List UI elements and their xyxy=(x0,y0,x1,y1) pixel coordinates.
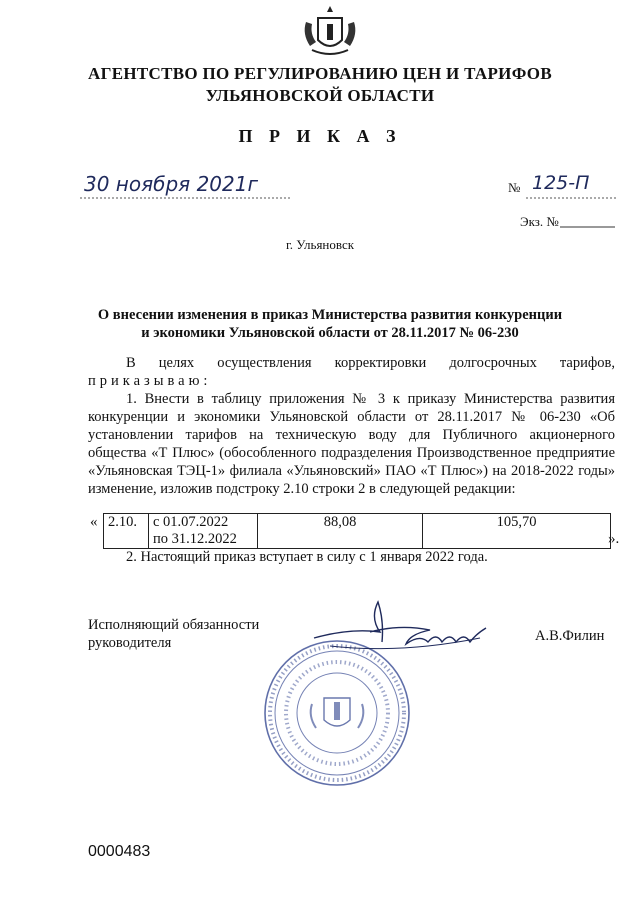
signatory-name: А.В.Филин xyxy=(535,628,605,644)
number-underline xyxy=(526,196,616,200)
handwritten-signature xyxy=(310,598,490,660)
order-title: П Р И К А З xyxy=(238,126,402,146)
item-1-paragraph: 1. Внести в таблицу приложения № 3 к приказу Министерства развития конкуренции и экономики Ульяновской области от 28.11.2017 № 06-230 «Об установлении тарифов на техническую воду для Публичного акционерного общества «Т Плюс» (обособленного подразделения Производственное предприятие «Ульяновская ТЭЦ-1» филиала «Ульяновский» ПАО «Т Плюс») на 2018-2022 годы» изменение, изложив подстроку 2.10 строки 2 в следующей редакции: xyxy=(88,391,615,497)
copy-number-blank xyxy=(560,226,615,229)
copy-number-label: Экз. № xyxy=(520,214,559,229)
table-row xyxy=(104,514,611,549)
subject-line1: О внесении изменения в приказ Министерства развития конкуренции xyxy=(97,307,563,323)
table-cell-code: 2.10. xyxy=(104,514,149,549)
handwritten-date: 30 ноября 2021г xyxy=(84,172,258,196)
coat-of-arms-emblem xyxy=(300,4,360,60)
city: г. Ульяновск xyxy=(285,237,355,252)
order-word: приказываю: xyxy=(88,373,212,389)
signatory-position-line1: Исполняющий обязанности xyxy=(88,617,260,633)
table-open-quote: « xyxy=(90,514,98,530)
subject-line2: и экономики Ульяновской области от 28.11.2017 № 06-230 xyxy=(141,325,519,341)
table-cell-value-2: 105,70 xyxy=(423,514,611,549)
agency-name-line1: АГЕНТСТВО ПО РЕГУЛИРОВАНИЮ ЦЕН И ТАРИФОВ xyxy=(88,64,552,83)
order-number-label: № xyxy=(508,180,521,195)
handwritten-order-number: 125-П xyxy=(532,172,590,194)
tariff-table xyxy=(103,513,611,549)
official-stamp xyxy=(262,638,412,788)
document-serial-number: 0000483 xyxy=(88,843,151,860)
period-to: по 31.12.2022 xyxy=(153,531,237,547)
date-underline xyxy=(80,196,290,200)
table-cell-period xyxy=(149,514,258,549)
table-cell-value-1: 88,08 xyxy=(258,514,423,549)
period-from: с 01.07.2022 xyxy=(153,514,229,530)
signatory-position-line2: руководителя xyxy=(88,635,172,651)
intro-paragraph: В целях осуществления корректировки долгосрочных тарифов, xyxy=(126,355,615,371)
item-2-paragraph: 2. Настоящий приказ вступает в силу с 1 января 2022 года. xyxy=(126,549,488,565)
table-close-quote: ». xyxy=(608,531,620,547)
agency-name-line2: УЛЬЯНОВСКОЙ ОБЛАСТИ xyxy=(205,86,435,105)
